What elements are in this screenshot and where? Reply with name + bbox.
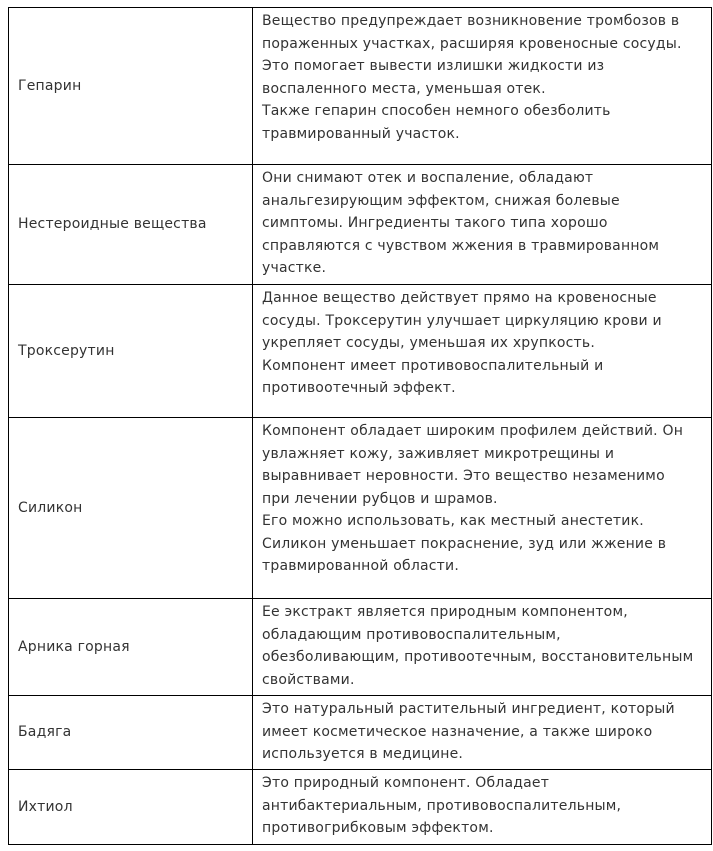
ingredients-table	[8, 7, 712, 845]
description-line: травмированный участок.	[262, 125, 460, 142]
description-line: Вещество предупреждает возникновение тромбозов в	[262, 13, 680, 29]
table-row	[9, 285, 712, 418]
description-line: Данное вещество действует прямо на кровеносные	[262, 290, 657, 306]
table-row	[9, 599, 712, 696]
description-line: травмированной области.	[262, 558, 459, 574]
description-line: выравнивает неровности. Это вещество незаменимо	[262, 468, 665, 484]
table-row	[9, 8, 712, 165]
description-line: Его можно использовать, как местный анестетик.	[262, 513, 644, 529]
ingredient-description	[253, 418, 712, 599]
description-line: участке.	[262, 260, 327, 276]
description-line: Также гепарин способен немного обезболить	[262, 103, 611, 119]
description-line: Это натуральный растительный ингредиент, который	[262, 701, 675, 717]
ingredient-name: Бадяга	[9, 696, 253, 770]
description-line: Силикон уменьшает покраснение, зуд или жжение в	[262, 535, 667, 552]
ingredient-description	[253, 285, 712, 418]
ingredient-name: Троксерутин	[9, 285, 253, 418]
description-line: воспаленного места, уменьшая отек.	[262, 80, 546, 97]
ingredient-description	[253, 599, 712, 696]
description-line: сосуды. Троксерутин улучшает циркуляцию крови и	[262, 312, 662, 329]
description-line: Компонент имеет противовоспалительный и	[262, 357, 604, 374]
description-line: Ее экстракт является природным компонентом,	[262, 604, 628, 620]
ingredient-name: Нестероидные вещества	[9, 165, 253, 285]
description-line: укрепляет сосуды, уменьшая их хрупкость.	[262, 335, 596, 351]
description-line: противогрибковым эффектом.	[262, 820, 494, 836]
table-row	[9, 696, 712, 770]
ingredient-name: Ихтиол	[9, 770, 253, 845]
description-line: антибактериальным, противовоспалительным,	[262, 797, 622, 814]
description-line: справляются с чувством жжения в травмированном	[262, 237, 660, 254]
ingredient-name: Силикон	[9, 418, 253, 599]
ingredient-description	[253, 8, 712, 165]
ingredient-description	[253, 165, 712, 285]
ingredient-name: Арника горная	[9, 599, 253, 696]
description-line: используется в медицине.	[262, 746, 464, 762]
description-line: обладающим противовоспалительным,	[262, 626, 561, 643]
table-row	[9, 770, 712, 845]
description-line: противоотечный эффект.	[262, 380, 456, 396]
ingredient-name: Гепарин	[9, 8, 253, 165]
ingredient-description	[253, 696, 712, 770]
description-line: Это помогает вывести излишки жидкости из	[262, 58, 605, 74]
description-line: пораженных участках, расширяя кровеносные сосуды.	[262, 35, 682, 52]
description-line: анальгезирующим эффектом, снижая болевые	[262, 192, 620, 209]
description-line: имеет косметическое назначение, а также широко	[262, 723, 653, 740]
description-line: симптомы. Ингредиенты такого типа хорошо	[262, 215, 608, 231]
table-row	[9, 418, 712, 599]
description-line: Они снимают отек и воспаление, обладают	[262, 170, 594, 186]
table-row	[9, 165, 712, 285]
description-line: свойствами.	[262, 671, 355, 688]
ingredient-description	[253, 770, 712, 845]
description-line: Это природный компонент. Обладает	[262, 775, 550, 791]
description-line: обезболивающим, противоотечным, восстановительным	[262, 649, 694, 665]
description-line: увлажняет кожу, заживляет микротрещины и	[262, 445, 615, 462]
description-line: при лечении рубцов и шрамов.	[262, 490, 498, 507]
description-line: Компонент обладает широким профилем действий. Он	[262, 423, 684, 439]
